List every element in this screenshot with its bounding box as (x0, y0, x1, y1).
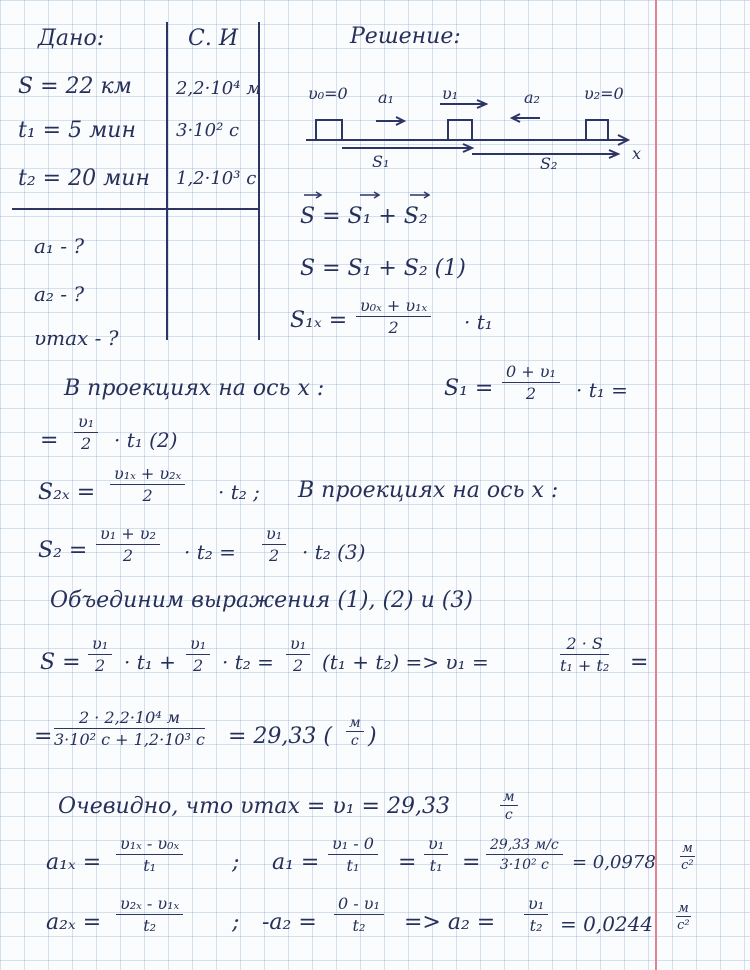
line6-lhs: S = (40, 650, 81, 675)
line9-eq: = (398, 850, 417, 875)
line8-unit: м с (500, 790, 518, 822)
line10-arrow: => a₂ = (404, 910, 496, 935)
diagram-s1-label: S₁ (372, 152, 390, 171)
line4-mid: · t₂ = (184, 540, 236, 564)
line1-fraction: $\frac{\text{0 + υ₁}}{2}$ (502, 364, 560, 402)
diagram-v2-label: υ₂=0 (584, 84, 624, 103)
line7-unit: м с (346, 716, 364, 748)
line9-unit: м с² (681, 841, 694, 873)
line4-tail: · t₂ (3) (302, 540, 366, 564)
line6-mid-1: · t₁ + (124, 650, 176, 674)
eq-vector-sum: S = S₁ + S₂ (300, 204, 428, 229)
margin-line (655, 0, 657, 970)
car-start-icon (316, 120, 342, 140)
given-heading: Дано: (38, 26, 105, 51)
eq-s1x-tail: · t₁ (464, 310, 493, 334)
si-heading: С. И (188, 26, 239, 51)
line1-text: В проекциях на ось x : (64, 376, 325, 401)
line2-fraction: $\frac{\text{υ₁}}{2}$ (74, 414, 98, 452)
line4-lhs: S₂ = (38, 538, 88, 563)
line9-lhs: a₁ₓ = (46, 850, 102, 875)
table-divider-left (166, 22, 168, 340)
line3-fraction: $\frac{\text{υ₁ₓ + υ₂ₓ}}{2}$ (110, 466, 185, 504)
line9-result: = 0,0978 (572, 852, 656, 873)
line3-tail: · t₂ ; (218, 480, 260, 504)
eq-s1x-fraction: $\frac{\text{υ₀ₓ + υ₁ₓ}}{2}$ (356, 298, 431, 336)
line4-fraction-2: $\frac{\text{υ₁}}{2}$ (262, 526, 286, 564)
find-vmax: υmax - ? (34, 326, 119, 350)
diagram-s2-label: S₂ (540, 154, 558, 173)
diagram-a1-label: a₁ (378, 88, 394, 107)
line9-sep: ; (232, 850, 240, 875)
line10-lhs: a₂ₓ = (46, 910, 102, 935)
table-divider-horizontal (12, 208, 260, 210)
car-middle-icon (448, 120, 472, 140)
line2-tail: · t₁ (2) (114, 428, 178, 452)
line9-eq-2: = (462, 850, 481, 875)
line9-fraction-2: $\frac{\text{υ₁ - 0}}{\text{t₁}}$ (328, 836, 378, 874)
given-distance: S = 22 км (18, 74, 132, 99)
line6-fraction-3: $\frac{\text{υ₁}}{2}$ (286, 636, 310, 674)
line7-fraction: 2 · 2,2·10⁴ м 3·10² с + 1,2·10³ с (54, 708, 206, 749)
find-a2: a₂ - ? (34, 282, 85, 306)
line6-mid-2: · t₂ = (222, 650, 274, 674)
car-end-icon (586, 120, 608, 140)
line10-unit: м с² (677, 901, 690, 933)
given-time-1: t₁ = 5 мин (18, 118, 136, 143)
diagram-a2-label: a₂ (524, 88, 540, 107)
line4-fraction-1: $\frac{\text{υ₁ + υ₂}}{2}$ (96, 526, 160, 564)
line9-fraction-4: 29,33 м/с 3·10² с (486, 838, 563, 872)
line8-text: Очевидно, что υmax = υ₁ = 29,33 (58, 794, 450, 819)
line3-lhs: S₂ₓ = (38, 480, 96, 505)
line5-text: Объединим выражения (1), (2) и (3) (50, 588, 473, 613)
eq-scalar-sum: S = S₁ + S₂ (1) (300, 256, 466, 281)
si-distance: 2,2·10⁴ м (176, 78, 262, 99)
line9-lhs-2: a₁ = (272, 850, 320, 875)
line10-fraction-2: $\frac{\text{0 - υ₁}}{\text{t₂}}$ (334, 896, 384, 934)
diagram-v0-label: υ₀=0 (308, 84, 348, 103)
table-divider-right (258, 22, 260, 340)
vector-arrows (302, 190, 442, 200)
diagram-v1-label: υ₁ (442, 84, 459, 103)
line3-text: В проекциях на ось x : (298, 478, 559, 503)
line6-fraction-1: $\frac{\text{υ₁}}{2}$ (88, 636, 112, 674)
line9-fraction-3: $\frac{\text{υ₁}}{\text{t₁}}$ (424, 836, 448, 874)
line7-lhs: = (34, 724, 53, 749)
eq-s1x-lhs: S₁ₓ = (290, 308, 348, 333)
line10-result: = 0,0244 (560, 912, 654, 936)
line7-tail: ) (368, 724, 377, 749)
solution-heading: Решение: (350, 24, 461, 49)
line2-lhs: = (40, 428, 59, 453)
line7-mid: = 29,33 ( (228, 724, 332, 749)
find-a1: a₁ - ? (34, 234, 85, 258)
line10-fraction-3: $\frac{\text{υ₁}}{\text{t₂}}$ (524, 896, 548, 934)
line10-sep: ; (232, 910, 240, 935)
motion-diagram (300, 84, 640, 164)
line6-fraction-2: $\frac{\text{υ₁}}{2}$ (186, 636, 210, 674)
line1-lhs: S₁ = (444, 376, 494, 401)
line9-fraction-1: $\frac{\text{υ₁ₓ - υ₀ₓ}}{\text{t₁}}$ (116, 836, 183, 874)
given-time-2: t₂ = 20 мин (18, 166, 150, 191)
line6-fraction-4: $\frac{2 \cdot S}{\text{t₁ + t₂}}$ (560, 634, 610, 675)
line10-fraction-1: $\frac{\text{υ₂ₓ - υ₁ₓ}}{\text{t₂}}$ (116, 896, 183, 934)
si-time-2: 1,2·10³ с (176, 168, 257, 189)
diagram-axis-label: x (632, 144, 642, 163)
line6-tail: = (630, 650, 649, 675)
line6-mid-3: (t₁ + t₂) => υ₁ = (322, 650, 489, 674)
line1-tail: · t₁ = (576, 378, 628, 402)
si-time-1: 3·10² с (176, 120, 240, 141)
line10-lhs-2: -a₂ = (262, 910, 317, 935)
